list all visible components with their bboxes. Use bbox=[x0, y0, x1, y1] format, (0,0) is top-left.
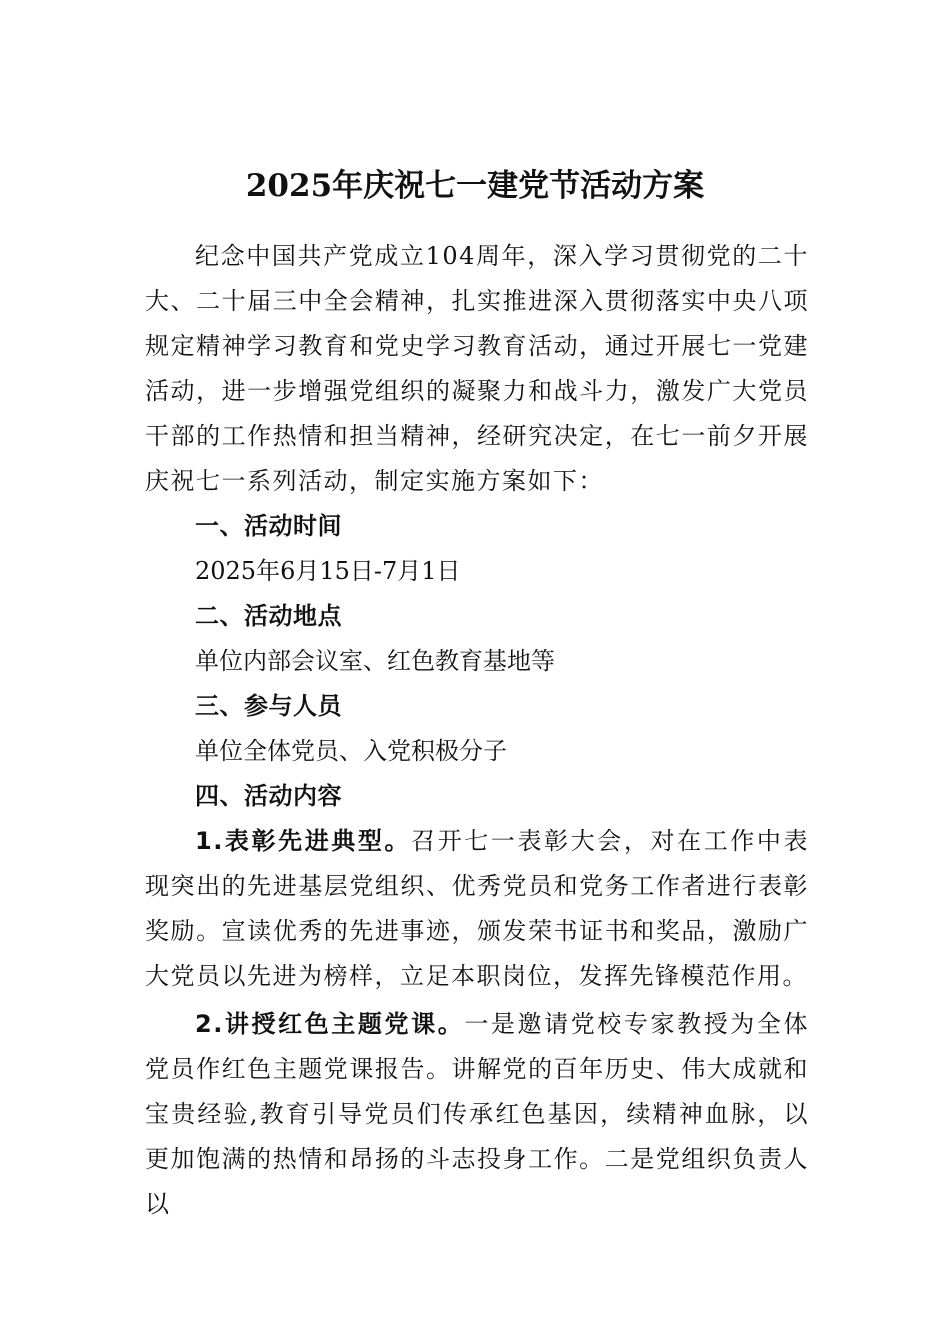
intro-paragraph: 纪念中国共产党成立104周年，深入学习贯彻党的二十大、二十届三中全会精神，扎实推进深入贯彻落实中央八项规定精神学习教育和党史学习教育活动，通过开展七一党建活动，进一步增强党组织的凝聚力和战斗力，激发广大党员干部的工作热情和担当精神，经研究决定，在七一前夕开展庆祝七一系列活动，制定实施方案如下： bbox=[145, 242, 809, 495]
section-content-location: 单位内部会议室、红色教育基地等 bbox=[195, 647, 555, 675]
content-item-1 bbox=[145, 819, 809, 999]
section-heading-participants: 三、参与人员 bbox=[195, 692, 342, 720]
section-content-time: 2025年6月15日-7月1日 bbox=[195, 557, 461, 585]
item-text-2: 一是邀请党校专家教授为全体党员作红色主题党课报告。讲解党的百年历史、伟大成就和宝贵经验,教育引导党员们传承红色基因，续精神血脉，以更加饱满的热情和昂扬的斗志投身工作。二是党组织负责人以 bbox=[145, 1010, 809, 1218]
section-heading-content: 四、活动内容 bbox=[195, 782, 342, 810]
document-body bbox=[145, 234, 809, 1227]
item-lead-2: 2.讲授红色主题党课。 bbox=[195, 1010, 465, 1038]
section-heading-location: 二、活动地点 bbox=[195, 602, 342, 630]
item-lead-1: 1.表彰先进典型。 bbox=[195, 827, 412, 855]
content-item-2 bbox=[145, 1002, 809, 1227]
section-content-participants: 单位全体党员、入党积极分子 bbox=[195, 737, 507, 765]
item-text-1: 召开七一表彰大会，对在工作中表现突出的先进基层党组织、优秀党员和党务工作者进行表彰奖励。宣读优秀的先进事迹，颁发荣书证书和奖品，激励广大党员以先进为榜样，立足本职岗位，发挥先锋模范作用。 bbox=[145, 827, 809, 990]
document-title: 2025年庆祝七一建党节活动方案 bbox=[245, 168, 705, 204]
section-heading-time: 一、活动时间 bbox=[195, 512, 342, 540]
